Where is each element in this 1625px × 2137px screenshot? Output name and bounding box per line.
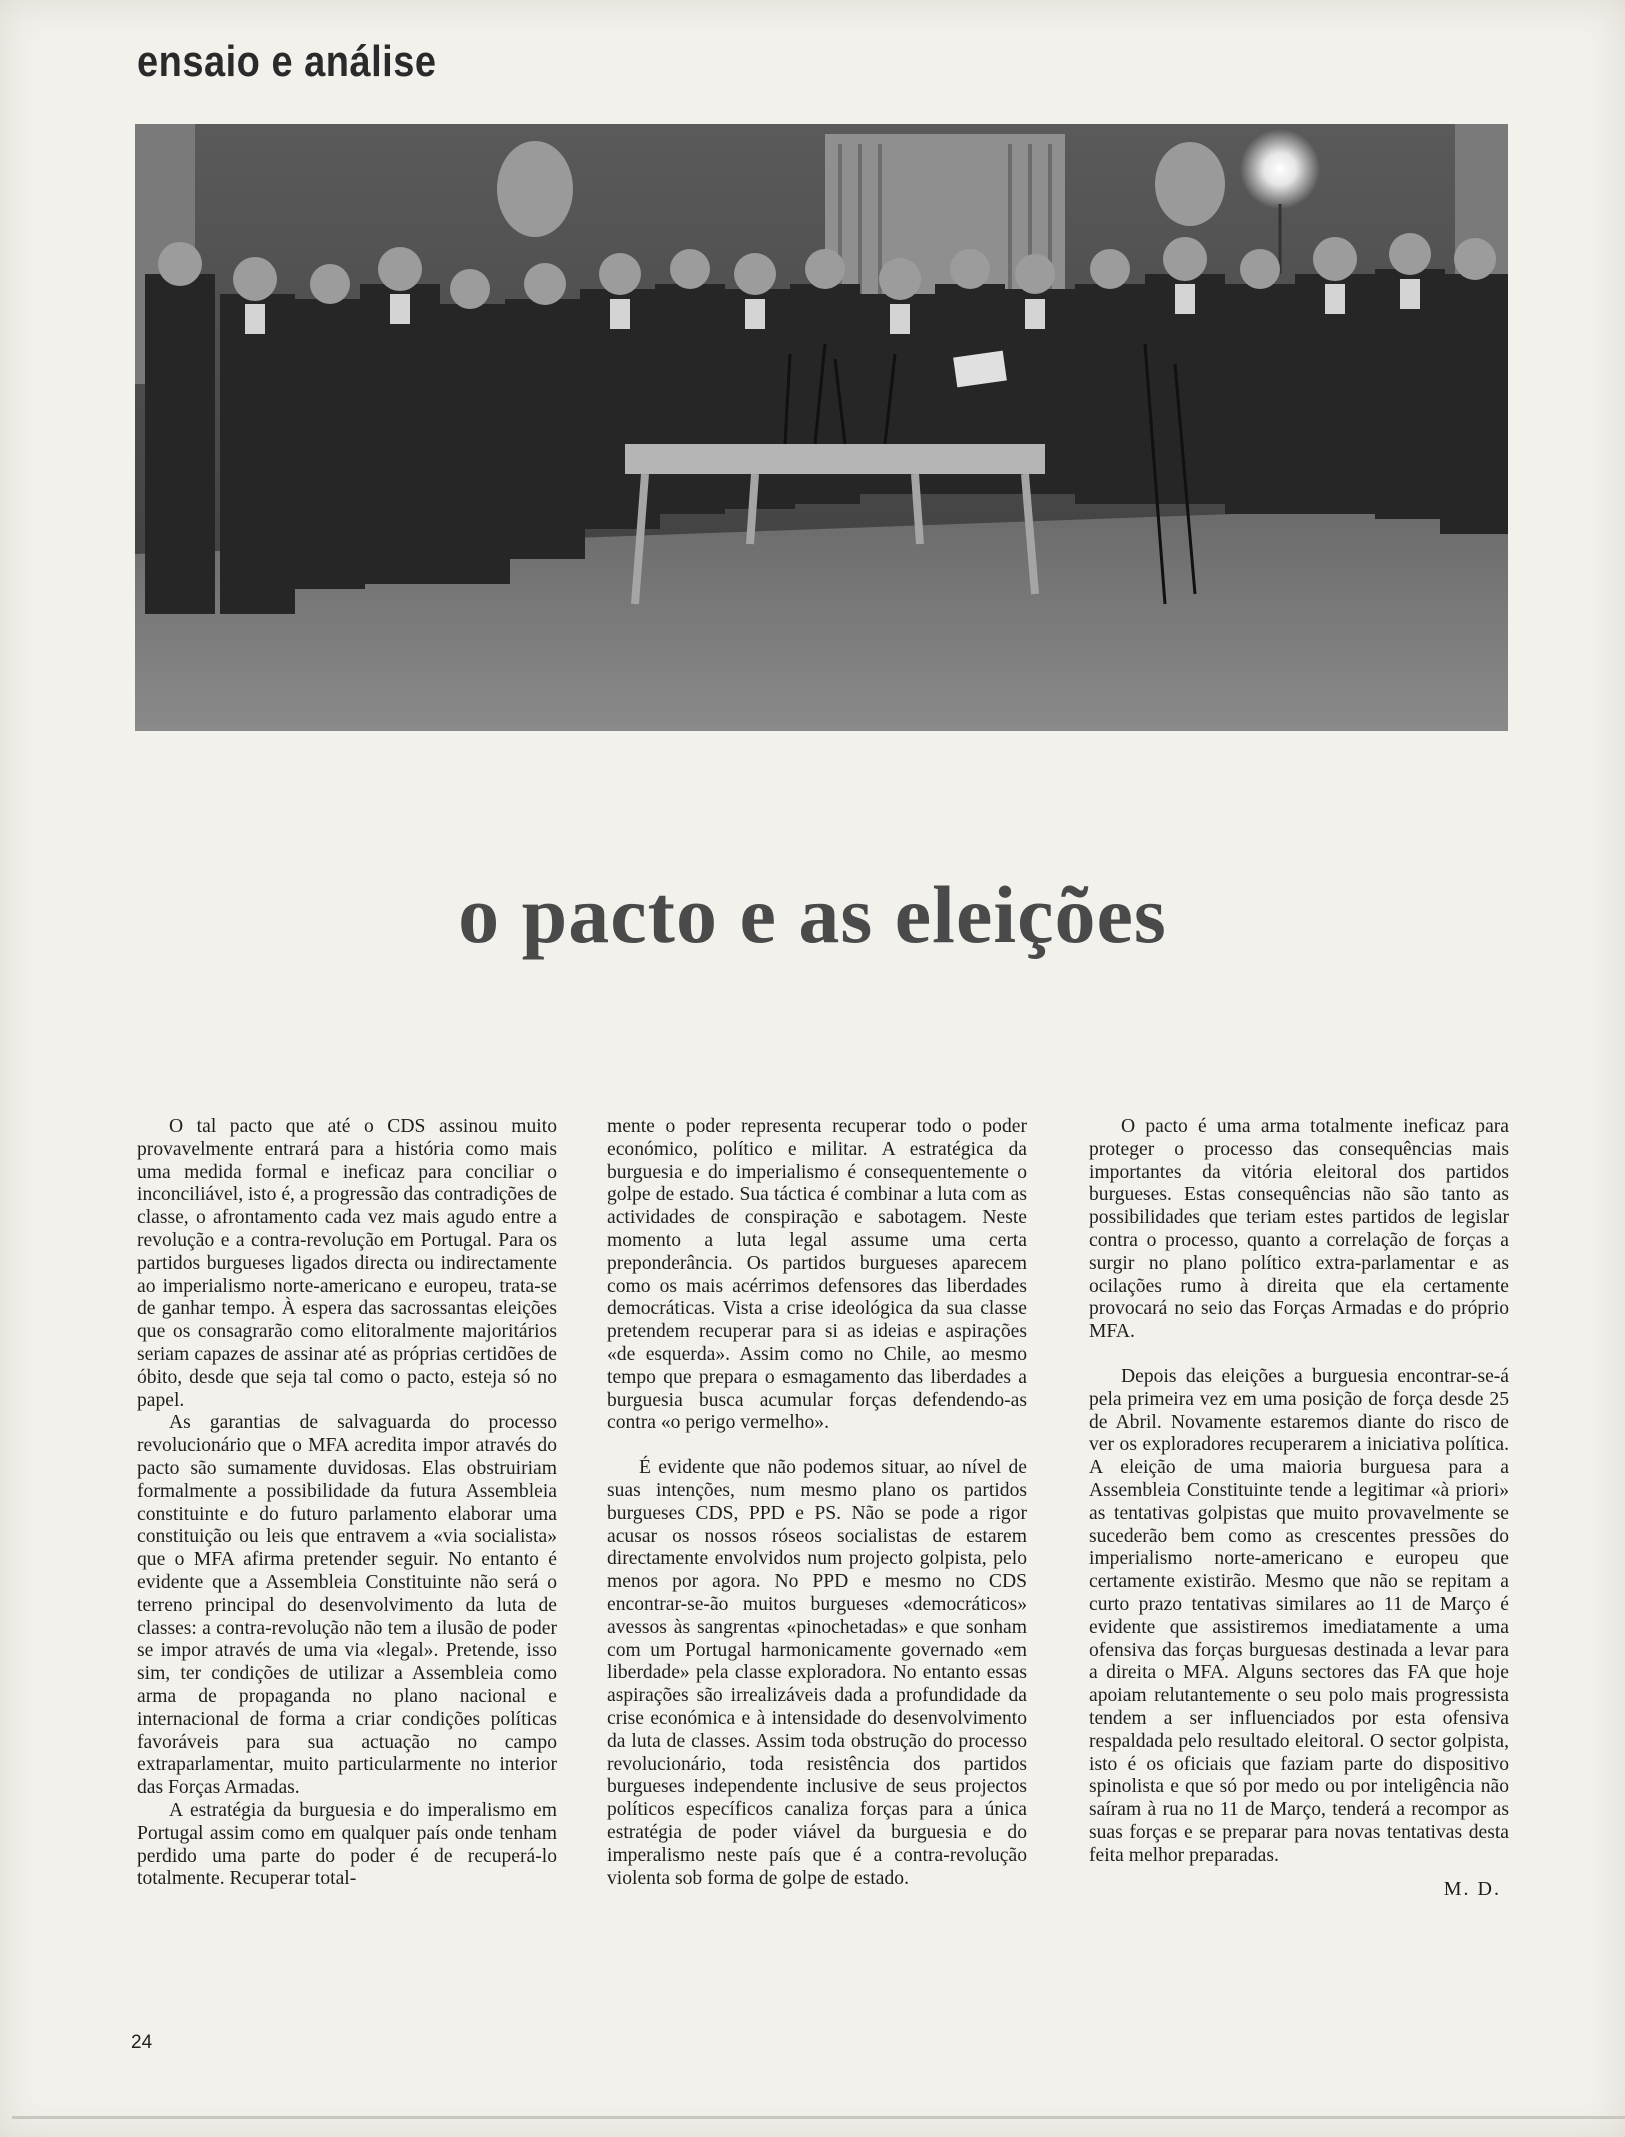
author-signature: M. D.: [1443, 1877, 1501, 1900]
article-column-1: [137, 1116, 557, 1891]
page-edge: [12, 2116, 1625, 2119]
article-column-2: [607, 1116, 1027, 1890]
paragraph: As garantias de salvaguarda do processo revolucionário que o MFA acredita impor através do pacto são sumamente duvidosas. Elas obstruiriam formalmente a possibilidade da futura Assembleia constituinte e do futuro parlamento elaborar uma constituição ou leis que entravem a «via socialista» que o MFA afirma pretender seguir. No entanto é evidente que a Assembleia Constituinte não será o terreno principal do desenvolvimento da luta de classes: a contra-revolução não tem a ilusão de poder se impor através de uma via «legal». Pretende, isso sim, ter condições de utilizar a Assembleia como arma de propaganda no plano nacional e internacional de forma a criar condições políticas favoráveis para sua actuação no campo extraparlamentar, muito particularmente no interior das Forças Armadas.: [137, 1412, 557, 1799]
section-label: ensaio e análise: [137, 38, 437, 87]
page-number: 24: [131, 2032, 153, 2053]
photograph-icon: [135, 124, 1508, 731]
paragraph: mente o poder representa recuperar todo o poder económico, político e militar. A estratégica da burguesia e do imperialismo é consequentemente o golpe de estado. Sua táctica é combinar a luta com as actividades de conspiração e sabotagem. Neste momento a luta legal assume uma certa preponderância. Os partidos burgueses aparecem como os mais acérrimos defensores das liberdades democráticas. Vista a crise ideológica da sua classe pretendem recuperar para si as ideias e aspirações «de esquerda». Assim como no Chile, ao mesmo tempo que prepara o esmagamento das liberdades a burguesia busca acumular forças defendendo-as contra «o perigo vermelho».: [607, 1116, 1027, 1434]
paragraph: É evidente que não podemos situar, ao nível de suas intenções, num mesmo plano os partidos burgueses CDS, PPD e PS. Não se pode a rigor acusar os nossos róseos socialistas de estarem directamente envolvidos num projecto golpista, pelo menos por agora. No PPD e mesmo no CDS encontrar-se-ão muitos burgueses «democráticos» avessos às sangrentas «pinochetadas» e que sonham com um Portugal harmonicamente governado «em liberdade» pela classe exploradora. No entanto essas aspirações são irrealizáveis dada a profundidade da crise económica e à intensidade do desenvolvimento da luta de classes. Assim toda obstrução do processo revolucionário, toda resistência dos partidos burgueses independente inclusive de seus projectos políticos específicos canaliza forças para a única estratégia de poder viável da burguesia e do imperalismo neste país que é a contra-revolução violenta sob forma de golpe de estado.: [607, 1457, 1027, 1889]
article-column-3: [1089, 1116, 1509, 1900]
paragraph: O tal pacto que até o CDS assinou muito provavelmente entrará para a história como mais uma medida formal e ineficaz para conciliar o inconciliável, isto é, a progressão das contradições de classe, o afrontamento cada vez mais agudo entre a revolução e a contra-revolução em Portugal. Para os partidos burgueses ligados directa ou indirectamente ao imperialismo norte-americano e europeu, trata-se de ganhar tempo. À espera das sacrossantas eleições que os consagrarão como elitoralmente majoritários seriam capazes de assinar até as próprias certidões de óbito, desde que seja tal como o pacto, esteja só no papel.: [137, 1116, 557, 1411]
paragraph: Depois das eleições a burguesia encontrar-se-á pela primeira vez em uma posição de força desde 25 de Abril. Novamente estaremos diante do risco de ver os exploradores recuperarem a iniciativa política. A eleição de uma maioria burguesa para a Assembleia Constituinte tende a legitimar «à priori» as tentativas golpistas que muito provavelmente se sucederão bem como as crescentes pressões do imperialismo norte-americano e europeu que certamente existirão. Mesmo que não se repitam a curto prazo tentativas similares ao 11 de Março é evidente que assistiremos imediatamente a uma ofensiva das forças burguesas destinada a levar para a direita o MFA. Alguns sectores das FA que hoje apoiam relutantemente o seu polo mais progressista tendem a ser influenciados por esta ofensiva respaldada pelo resultado eleitoral. O sector golpista, isto é os oficiais que faziam parte do dispositivo spinolista e que só por medo ou por inteligência não saíram à rua no 11 de Março, tenderá a recompor as suas forças e se preparar para novas tentativas desta feita melhor preparadas.: [1089, 1365, 1509, 1866]
press-conference-photo: [135, 124, 1508, 731]
paragraph: O pacto é uma arma totalmente ineficaz para proteger o processo das consequências mais importantes da vitória eleitoral dos partidos burgueses. Estas consequências não são tanto as possibilidades que teriam estes partidos de legislar contra o processo, quanto a correlação de forças a surgir no plano político extra-parlamentar e as ocilações rumo à direita que ela certamente provocará no seio das Forças Armadas e do próprio MFA.: [1089, 1116, 1509, 1343]
article-headline: o pacto e as eleições: [458, 869, 1167, 960]
paragraph: A estratégia da burguesia e do imperalismo em Portugal assim como em qualquer país onde tenham perdido uma parte do poder é de recuperá-lo totalmente. Recuperar total-: [137, 1799, 557, 1890]
